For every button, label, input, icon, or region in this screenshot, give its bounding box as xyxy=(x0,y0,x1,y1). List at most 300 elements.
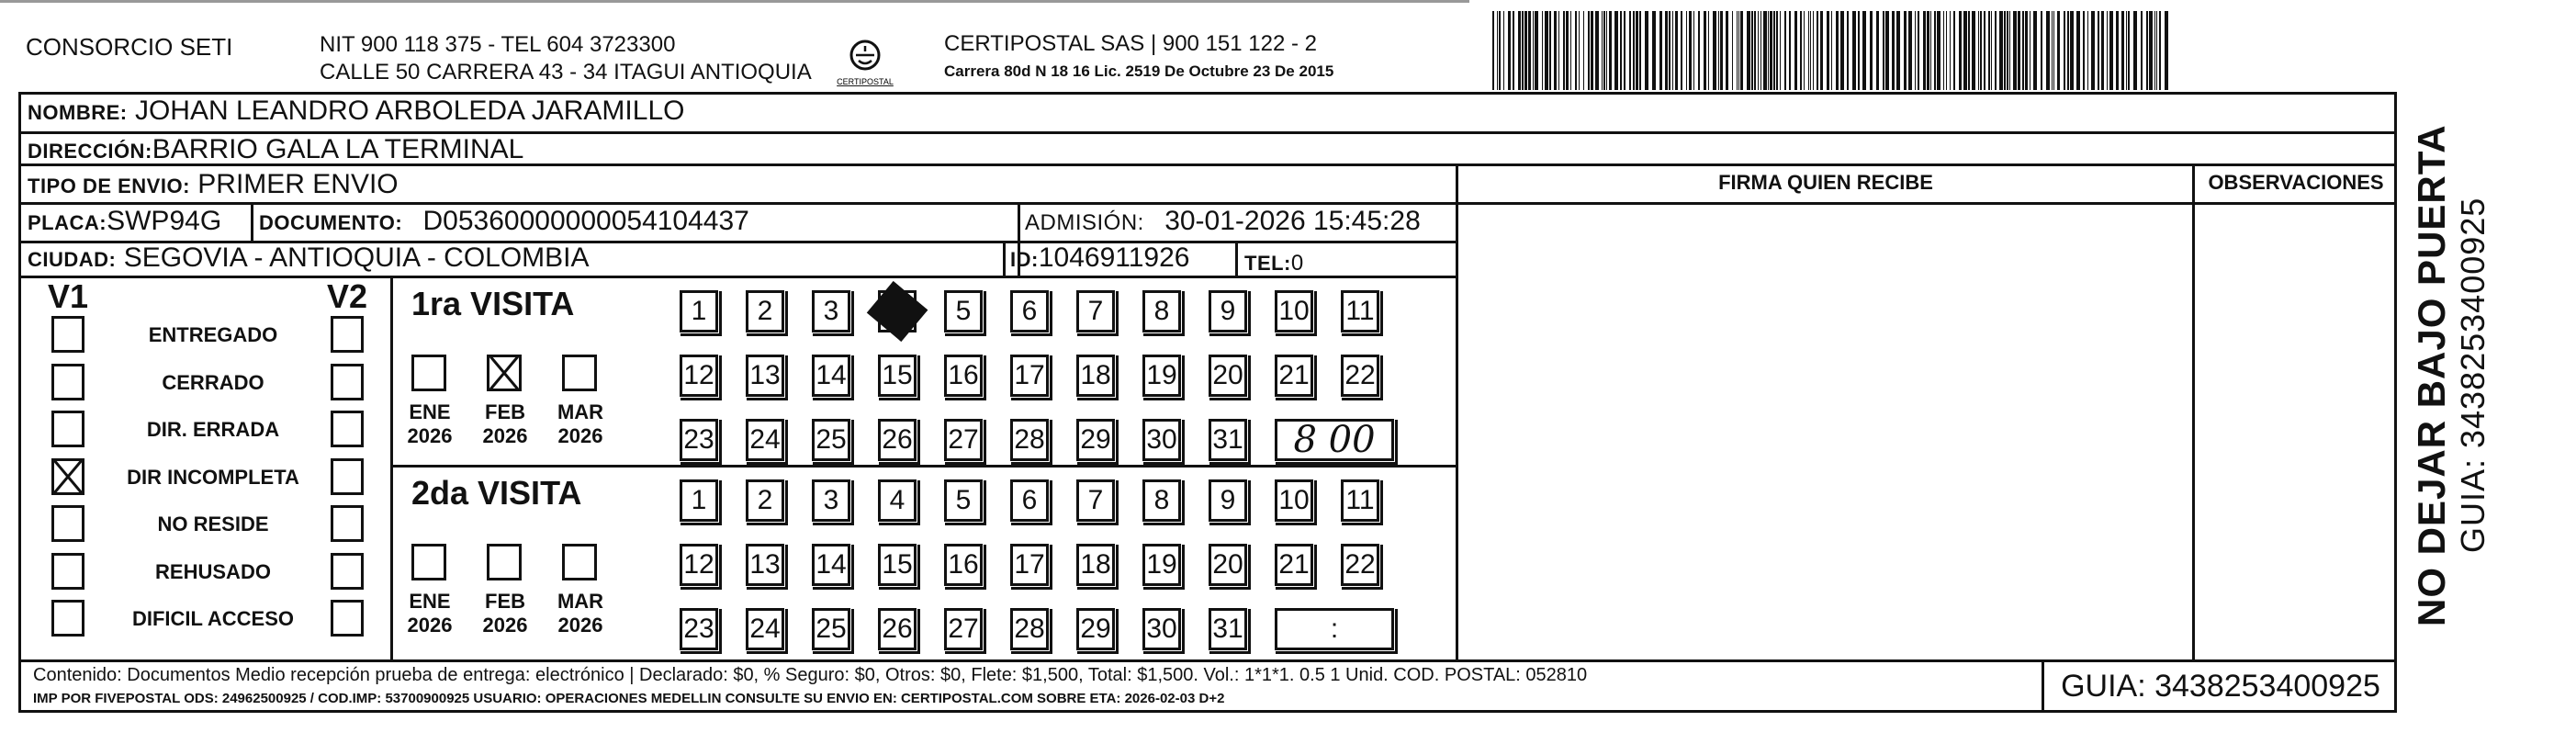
barcode-bar xyxy=(2146,11,2148,90)
month-checkbox[interactable] xyxy=(411,544,446,580)
day-box[interactable]: 18 xyxy=(1076,544,1115,586)
barcode-bar xyxy=(1754,11,1756,90)
barcode-bar xyxy=(2007,11,2008,90)
barcode-bar xyxy=(1689,11,1692,90)
barcode-bar xyxy=(1732,11,1733,90)
barcode-bar xyxy=(1639,11,1641,90)
barcode-bar xyxy=(1760,11,1761,90)
v2-checkbox[interactable] xyxy=(331,411,364,447)
v1-checkbox[interactable] xyxy=(51,364,84,400)
row-divider xyxy=(18,276,1456,278)
barcode-bar xyxy=(1513,11,1514,90)
day-box[interactable]: 26 xyxy=(878,608,917,650)
barcode-bar xyxy=(1776,11,1778,90)
day-box[interactable]: 16 xyxy=(944,355,983,397)
barcode-bar xyxy=(1827,11,1829,90)
barcode-bar xyxy=(2025,11,2028,90)
barcode-bar xyxy=(1535,11,1538,90)
barcode-bar xyxy=(1609,11,1612,90)
barcode-bar xyxy=(2107,11,2108,90)
visit-title: 2da VISITA xyxy=(411,474,582,512)
day-box[interactable]: 19 xyxy=(1142,355,1181,397)
day-box[interactable]: 7 xyxy=(1076,290,1115,332)
day-box[interactable]: 24 xyxy=(746,419,784,461)
barcode-bar xyxy=(2022,11,2024,90)
barcode-bar xyxy=(2067,11,2069,90)
footer-contents: Contenido: Documentos Medio recepción prueba de entrega: electrónico | Declarado: $0, % Seguro: $0, Otros: $0, Flete: $1,500, Total: $1,500. Vol.: 1*1*1. 0.5 1 Unid. COD. POSTAL: 052810 xyxy=(33,665,1588,685)
barcode-bar xyxy=(1904,11,1907,90)
plate-label: PLACA: xyxy=(28,211,107,234)
day-box[interactable]: 6 xyxy=(1010,479,1049,522)
col-divider xyxy=(1003,241,1006,276)
barcode-bar xyxy=(2116,11,2119,90)
barcode-bar xyxy=(1820,11,1823,90)
barcode-bar xyxy=(1988,11,1990,90)
barcode-bar xyxy=(1980,11,1982,90)
barcode-bar xyxy=(1862,11,1866,90)
month-label xyxy=(402,590,457,637)
barcode-bar xyxy=(1968,11,1970,90)
col-divider xyxy=(390,276,393,659)
barcode-bar xyxy=(2083,11,2085,90)
barcode-bar xyxy=(2004,11,2006,90)
day-box[interactable]: 15 xyxy=(878,355,917,397)
day-box[interactable]: 4 xyxy=(878,479,917,522)
barcode-bar xyxy=(1804,11,1805,90)
barcode-bar xyxy=(1813,11,1814,90)
id-row xyxy=(1010,242,1189,274)
barcode-bar xyxy=(1740,11,1743,90)
barcode-bar xyxy=(1652,11,1656,90)
barcode-bar xyxy=(1659,11,1662,90)
day-box[interactable]: 24 xyxy=(746,608,784,650)
day-box[interactable]: 16 xyxy=(944,544,983,586)
barcode-bar xyxy=(1497,11,1498,90)
recipient-address: BARRIO GALA LA TERMINAL xyxy=(152,134,524,164)
barcode-bar xyxy=(1606,11,1607,90)
col-divider xyxy=(1235,241,1238,276)
barcode-bar xyxy=(1492,11,1494,90)
month-year: 2026 xyxy=(557,614,603,637)
address-label: DIRECCIÓN: xyxy=(28,140,152,163)
barcode-bar xyxy=(1558,11,1559,90)
barcode-bar xyxy=(2121,11,2124,90)
barcode-bar xyxy=(1773,11,1775,90)
day-box[interactable]: 20 xyxy=(1209,355,1247,397)
barcode-bar xyxy=(1780,11,1781,90)
barcode-bar xyxy=(1995,11,1997,90)
day-box[interactable]: 25 xyxy=(812,419,850,461)
day-box[interactable]: 31 xyxy=(1209,608,1247,650)
barcode-bar xyxy=(2156,11,2157,90)
barcode-bar xyxy=(1583,11,1584,90)
barcode-bar xyxy=(2087,11,2088,90)
day-box[interactable]: 7 xyxy=(1076,479,1115,522)
barcode-bar xyxy=(1930,11,1931,90)
day-box[interactable]: 10 xyxy=(1275,290,1313,332)
barcode-bar xyxy=(2064,11,2065,90)
col-divider xyxy=(251,202,253,241)
barcode-bar xyxy=(1847,11,1849,90)
month-name: FEB xyxy=(485,400,525,423)
day-box[interactable]: 28 xyxy=(1010,608,1049,650)
barcode-bar xyxy=(1876,11,1879,90)
barcode-bar xyxy=(1575,11,1577,90)
month-label xyxy=(553,590,608,637)
month-checkbox[interactable] xyxy=(487,355,522,391)
barcode-bar xyxy=(2154,11,2155,90)
barcode-bar xyxy=(2076,11,2080,90)
month-year: 2026 xyxy=(557,424,603,447)
barcode-bar xyxy=(1524,11,1527,90)
month-name: FEB xyxy=(485,590,525,613)
barcode-bar xyxy=(1522,11,1524,90)
month-checkbox[interactable] xyxy=(562,355,597,391)
day-box[interactable]: 27 xyxy=(944,608,983,650)
barcode-bar xyxy=(2165,11,2168,90)
day-box[interactable]: 28 xyxy=(1010,419,1049,461)
visit-time: : xyxy=(1330,614,1339,644)
v1-checkbox[interactable] xyxy=(51,553,84,590)
day-box[interactable]: 5 xyxy=(944,290,983,332)
day-box[interactable]: 19 xyxy=(1142,544,1181,586)
observaciones-label: OBSERVACIONES xyxy=(2208,171,2384,194)
v1-checkbox[interactable] xyxy=(51,600,84,637)
barcode-bar xyxy=(1959,11,1962,90)
day-box[interactable] xyxy=(878,290,917,332)
barcode-bar xyxy=(1603,11,1605,90)
barcode-bar xyxy=(1908,11,1912,90)
v1-checkbox[interactable] xyxy=(51,316,84,353)
barcode-bar xyxy=(2018,11,2020,90)
barcode-bar xyxy=(1946,11,1947,90)
barcode-bar xyxy=(2057,11,2060,90)
barcode-bar xyxy=(1698,11,1700,90)
id-value: 1046911926 xyxy=(1038,242,1190,273)
barcode-bar xyxy=(2053,11,2054,90)
v1-checkbox[interactable] xyxy=(51,458,84,495)
barcode-bar xyxy=(1984,11,1985,90)
day-box[interactable]: 13 xyxy=(746,355,784,397)
barcode-bar xyxy=(1747,11,1750,90)
barcode-bar xyxy=(1918,11,1919,90)
barcode-bar xyxy=(1950,11,1951,90)
top-rule xyxy=(0,0,1469,3)
barcode-bar xyxy=(1693,11,1694,90)
id-label: ID: xyxy=(1010,248,1039,271)
month-label xyxy=(553,400,608,448)
status-label: ENTREGADO xyxy=(148,323,278,346)
visit-divider xyxy=(390,465,1456,468)
status-label: CERRADO xyxy=(162,371,264,394)
barcode-bar xyxy=(1672,11,1673,90)
day-box[interactable]: 17 xyxy=(1010,544,1049,586)
plate-row xyxy=(28,206,221,237)
month-year: 2026 xyxy=(482,614,528,637)
barcode-bar xyxy=(1518,11,1521,90)
day-box[interactable]: 23 xyxy=(680,419,718,461)
day-box[interactable]: 31 xyxy=(1209,419,1247,461)
barcode-bar xyxy=(2101,11,2104,90)
barcode-bar xyxy=(2046,11,2050,90)
visit-title: 1ra VISITA xyxy=(411,285,575,322)
barcode-bar xyxy=(1896,11,1900,90)
v2-checkbox[interactable] xyxy=(331,364,364,400)
barcode-bar xyxy=(1704,11,1706,90)
barcode-bar xyxy=(1817,11,1818,90)
v1-checkbox[interactable] xyxy=(51,505,84,542)
barcode-bar xyxy=(1763,11,1767,90)
barcode-bar xyxy=(2126,11,2127,90)
address-line: CALLE 50 CARRERA 43 - 34 ITAGUI ANTIOQUIA xyxy=(320,60,812,85)
day-box[interactable]: 10 xyxy=(1275,479,1313,522)
barcode-bar xyxy=(1852,11,1856,90)
barcode-bar xyxy=(1499,11,1501,90)
barcode-bar xyxy=(1708,11,1709,90)
month-label xyxy=(478,400,533,448)
day-box[interactable]: 11 xyxy=(1341,290,1379,332)
barcode-bar xyxy=(1923,11,1926,90)
barcode-bar xyxy=(1508,11,1511,90)
barcode-bar xyxy=(1810,11,1811,90)
day-box[interactable]: 8 xyxy=(1142,479,1181,522)
side-guia: GUIA: 3438253400925 xyxy=(2454,197,2492,553)
barcode-bar xyxy=(1999,11,2003,90)
status-label: NO RESIDE xyxy=(157,513,269,535)
barcode-bar xyxy=(2013,11,2017,90)
barcode-bar xyxy=(1840,11,1844,90)
plate-value: SWP94G xyxy=(107,206,222,236)
barcode-bar xyxy=(1978,11,1979,90)
day-box[interactable]: 14 xyxy=(812,544,850,586)
document-row xyxy=(259,206,749,237)
barcode-bar xyxy=(1972,11,1975,90)
tel-value: 0 xyxy=(1290,251,1304,276)
day-box[interactable]: 14 xyxy=(812,355,850,397)
day-box[interactable]: 5 xyxy=(944,479,983,522)
barcode-bar xyxy=(1533,11,1534,90)
day-box[interactable]: 9 xyxy=(1209,479,1247,522)
barcode-bar xyxy=(1883,11,1884,90)
barcode-bar xyxy=(1937,11,1940,90)
day-box[interactable]: 13 xyxy=(746,544,784,586)
barcode-bar xyxy=(2052,11,2053,90)
barcode-bar xyxy=(1528,11,1531,90)
day-box[interactable]: 22 xyxy=(1341,544,1379,586)
status-label: DIFICIL ACCESO xyxy=(131,607,294,630)
v2-checkbox[interactable] xyxy=(331,600,364,637)
day-box[interactable]: 22 xyxy=(1341,355,1379,397)
barcode-bar xyxy=(1943,11,1944,90)
barcode-bar xyxy=(2133,11,2137,90)
barcode-bar xyxy=(2109,11,2113,90)
certipostal-logo-icon xyxy=(836,35,894,94)
v2-checkbox[interactable] xyxy=(331,458,364,495)
day-box[interactable]: 3 xyxy=(812,479,850,522)
row-divider xyxy=(1456,202,2397,205)
barcode-bar xyxy=(2159,11,2161,90)
barcode-bar xyxy=(1503,11,1504,90)
company-info xyxy=(320,31,812,86)
status-label: REHUSADO xyxy=(155,560,271,583)
barcode-bar xyxy=(1870,11,1873,90)
barcode-bar xyxy=(2009,11,2010,90)
time-box[interactable] xyxy=(1275,608,1394,650)
status-label: DIR INCOMPLETA xyxy=(127,466,299,489)
barcode-bar xyxy=(1579,11,1580,90)
barcode-bar xyxy=(1770,11,1772,90)
day-box[interactable]: 18 xyxy=(1076,355,1115,397)
admission-row xyxy=(1025,206,1421,237)
day-box[interactable]: 29 xyxy=(1076,419,1115,461)
month-checkbox[interactable] xyxy=(411,355,446,391)
address-row xyxy=(28,134,523,165)
barcode-bar xyxy=(1602,11,1603,90)
barcode-bar xyxy=(1934,11,1936,90)
day-box[interactable]: 21 xyxy=(1275,355,1313,397)
company-name: CONSORCIO SETI xyxy=(26,33,233,61)
barcode-bar xyxy=(1665,11,1668,90)
v2-checkbox[interactable] xyxy=(331,316,364,353)
barcode-bar xyxy=(1675,11,1678,90)
barcode-bar xyxy=(1614,11,1618,90)
barcode-bar xyxy=(2141,11,2143,90)
day-box[interactable]: 12 xyxy=(680,544,718,586)
col-divider xyxy=(1456,163,1458,659)
day-box[interactable]: 2 xyxy=(746,290,784,332)
city-value: SEGOVIA - ANTIOQUIA - COLOMBIA xyxy=(123,242,590,273)
day-box[interactable]: 3 xyxy=(812,290,850,332)
day-box[interactable]: 8 xyxy=(1142,290,1181,332)
day-box[interactable]: 9 xyxy=(1209,290,1247,332)
day-box[interactable]: 26 xyxy=(878,419,917,461)
barcode-bar xyxy=(1831,11,1832,90)
month-checkbox[interactable] xyxy=(562,544,597,580)
admission-value: 30-01-2026 15:45:28 xyxy=(1164,206,1421,236)
barcode-bar xyxy=(1963,11,1967,90)
day-box[interactable]: 21 xyxy=(1275,544,1313,586)
barcode-bar xyxy=(1800,11,1802,90)
day-box[interactable]: 2 xyxy=(746,479,784,522)
barcode-bar xyxy=(1726,11,1728,90)
barcode-icon xyxy=(1492,11,2172,90)
barcode-bar xyxy=(1542,11,1543,90)
barcode-bar xyxy=(2041,11,2042,90)
barcode-bar xyxy=(1892,11,1895,90)
barcode-bar xyxy=(1784,11,1786,90)
day-box[interactable]: 20 xyxy=(1209,544,1247,586)
v2-checkbox[interactable] xyxy=(331,505,364,542)
barcode-bar xyxy=(1686,11,1687,90)
barcode-bar xyxy=(1953,11,1955,90)
barcode-bar xyxy=(2128,11,2130,90)
barcode-bar xyxy=(1595,11,1599,90)
barcode-bar xyxy=(1624,11,1625,90)
day-box[interactable]: 6 xyxy=(1010,290,1049,332)
month-checkbox[interactable] xyxy=(487,544,522,580)
month-name: ENE xyxy=(409,400,451,423)
barcode-bar xyxy=(1563,11,1565,90)
tel-label: TEL: xyxy=(1244,252,1291,275)
month-year: 2026 xyxy=(407,614,453,637)
barcode-bar xyxy=(1545,11,1548,90)
barcode-bar xyxy=(1588,11,1590,90)
barcode-bar xyxy=(1718,11,1719,90)
day-box[interactable]: 12 xyxy=(680,355,718,397)
barcode-bar xyxy=(2033,11,2037,90)
month-name: MAR xyxy=(557,590,604,613)
barcode-bar xyxy=(1758,11,1759,90)
day-box[interactable]: 11 xyxy=(1341,479,1379,522)
barcode-bar xyxy=(1991,11,1992,90)
admission-label: ADMISIÓN: xyxy=(1025,210,1144,235)
v1-checkbox[interactable] xyxy=(51,411,84,447)
barcode-bar xyxy=(1566,11,1569,90)
shipping-label: TIPO DE ENVIO: xyxy=(28,175,190,197)
barcode-bar xyxy=(1713,11,1716,90)
recipient-name: JOHAN LEANDRO ARBOLEDA JARAMILLO xyxy=(134,96,685,126)
day-box[interactable]: 1 xyxy=(680,479,718,522)
day-box[interactable]: 27 xyxy=(944,419,983,461)
barcode-bar xyxy=(1737,11,1738,90)
city-label: CIUDAD: xyxy=(28,248,117,271)
barcode-bar xyxy=(1549,11,1551,90)
barcode-bar xyxy=(2149,11,2153,90)
firma-label: FIRMA QUIEN RECIBE xyxy=(1718,171,1933,194)
name-label: NOMBRE: xyxy=(28,101,128,124)
barcode-bar xyxy=(1768,11,1769,90)
barcode-bar xyxy=(1620,11,1622,90)
month-label xyxy=(478,590,533,637)
barcode-bar xyxy=(1794,11,1797,90)
v2-checkbox[interactable] xyxy=(331,553,364,590)
month-name: ENE xyxy=(409,590,451,613)
barcode-bar xyxy=(2098,11,2099,90)
day-box[interactable]: 30 xyxy=(1142,608,1181,650)
col-divider xyxy=(2192,163,2195,659)
month-name: MAR xyxy=(557,400,604,423)
day-box[interactable]: 17 xyxy=(1010,355,1049,397)
barcode-bar xyxy=(1915,11,1916,90)
barcode-bar xyxy=(1858,11,1860,90)
time-box[interactable] xyxy=(1275,419,1394,461)
day-box[interactable]: 29 xyxy=(1076,608,1115,650)
side-warning: NO DEJAR BAJO PUERTA xyxy=(2410,124,2453,626)
barcode-bar xyxy=(2091,11,2095,90)
certipostal-line: CERTIPOSTAL SAS | 900 151 122 - 2 xyxy=(944,31,1317,56)
barcode-bar xyxy=(1645,11,1648,90)
barcode-bar xyxy=(2070,11,2074,90)
row-divider xyxy=(18,202,1456,205)
footer-print-info: IMP POR FIVEPOSTAL ODS: 24962500925 / COD.IMP: 53700900925 USUARIO: OPERACIONES MEDELLIN CONSULTE SU ENVIO EN: CERTIPOSTAL.COM SOBRE ETA: 2026-02-03 D+2 xyxy=(33,691,1225,706)
day-box[interactable]: 23 xyxy=(680,608,718,650)
day-box[interactable]: 25 xyxy=(812,608,850,650)
document-value: D05360000000054104437 xyxy=(422,206,749,236)
day-box[interactable]: 1 xyxy=(680,290,718,332)
document-label: DOCUMENTO: xyxy=(259,211,403,234)
month-label xyxy=(402,400,457,448)
barcode-bar xyxy=(1636,11,1638,90)
barcode-bar xyxy=(1554,11,1557,90)
visit-time: 8 00 xyxy=(1293,419,1376,461)
license-line: Carrera 80d N 18 16 Lic. 2519 De Octubre 23 De 2015 xyxy=(944,62,1334,80)
day-box[interactable]: 30 xyxy=(1142,419,1181,461)
name-row xyxy=(28,96,684,127)
barcode-bar xyxy=(1629,11,1631,90)
tel-row xyxy=(1244,246,1303,277)
barcode-bar xyxy=(1669,11,1670,90)
day-box[interactable]: 15 xyxy=(878,544,917,586)
